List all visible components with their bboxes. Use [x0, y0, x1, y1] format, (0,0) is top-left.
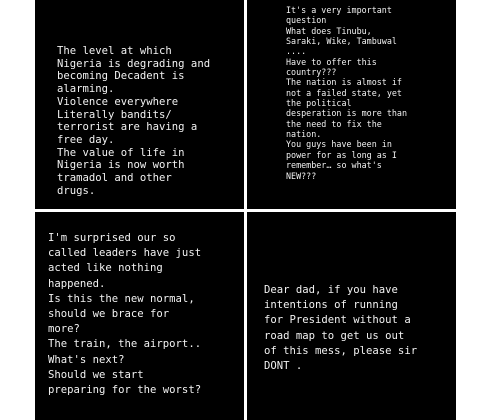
story-text: It's a very important question What does Tinubu, Saraki, Wike, Tambuwal .... Have to offer this country??? The nation is almost if not a failed state, yet the political desperation is more than the need to fix the nation. You guys have been in power for as long as I remember… so what's NEW??? — [286, 5, 408, 181]
story-text: I'm surprised our so called leaders have just acted like nothing happened. Is this the new normal, should we brace for more? The train, the airport.. What's next? Should we start preparing for the worst? — [48, 232, 202, 397]
story-panel-top-right — [247, 0, 456, 209]
story-text: The level at which Nigeria is degrading and becoming Decadent is alarming. Violence everywhere Literally bandits/ terrorist are having a free day. The value of life in Nigeria is now worth tramadol and other drugs. — [57, 45, 211, 197]
story-panel-bottom-left — [35, 212, 244, 420]
story-text: Dear dad, if you have intentions of running for President without a road map to get us out of this mess, please sir DONT . — [264, 284, 418, 373]
story-panel-bottom-right — [247, 212, 456, 420]
story-panel-top-left — [35, 0, 244, 209]
